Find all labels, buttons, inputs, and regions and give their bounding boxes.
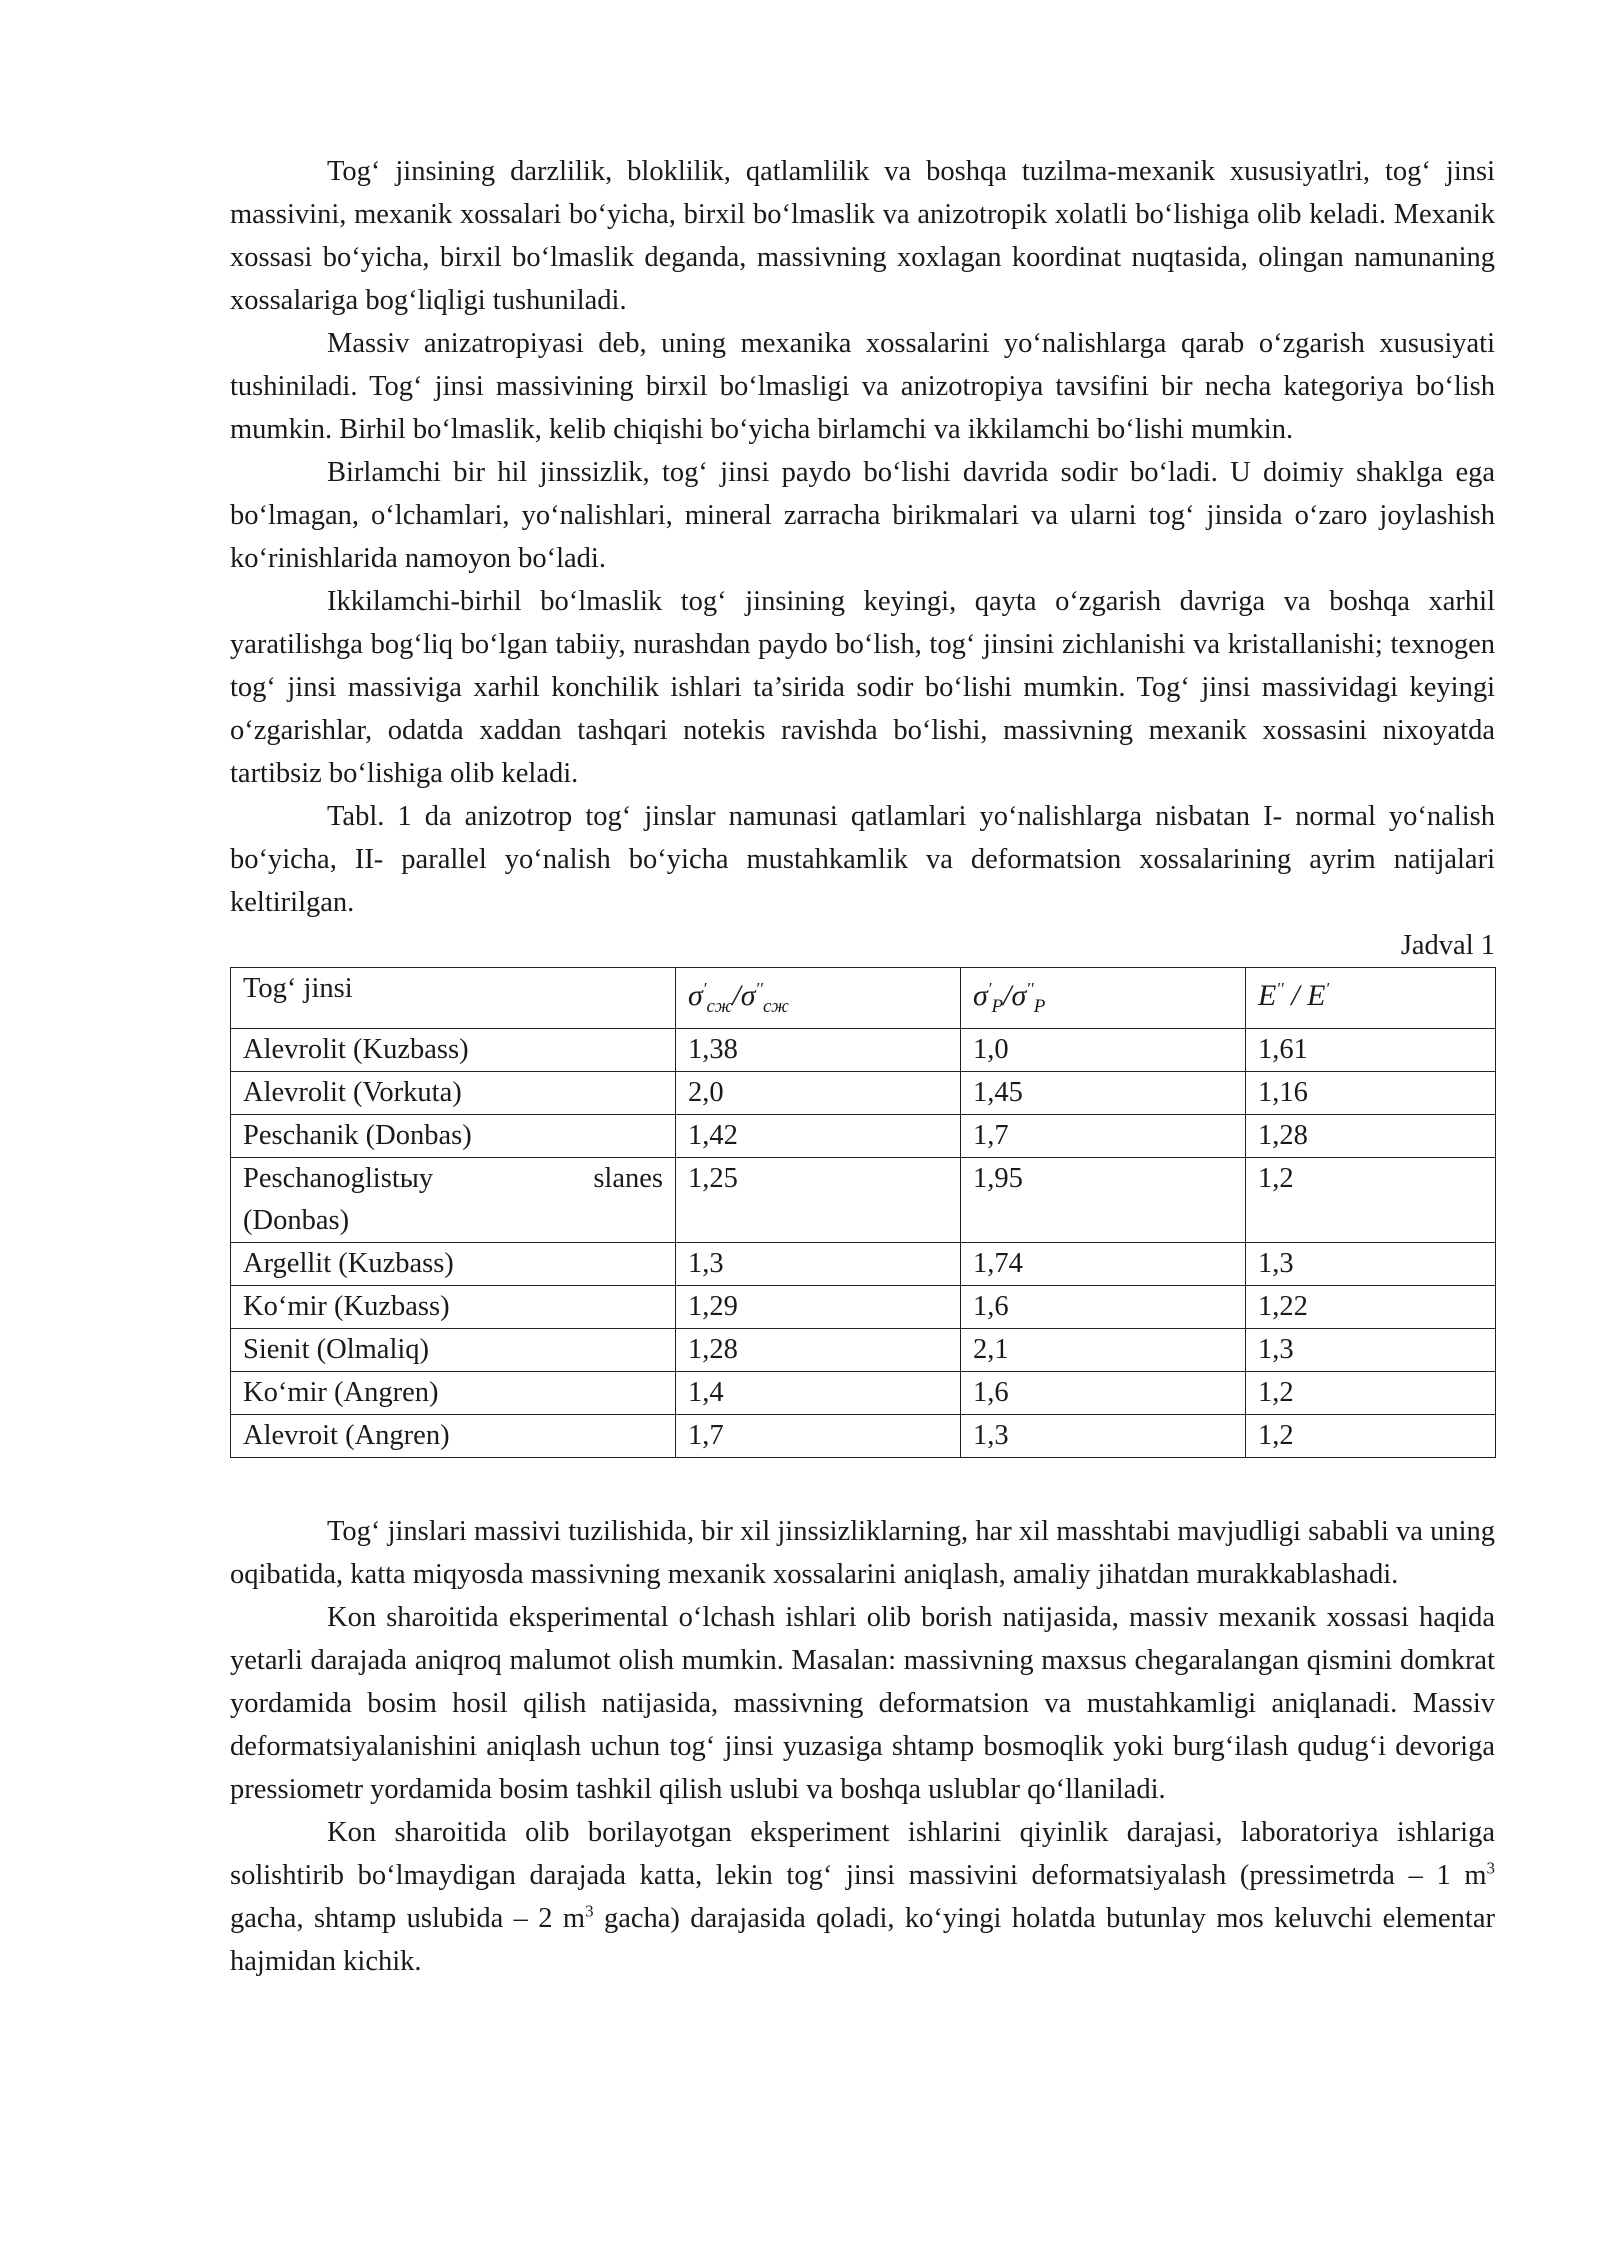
table-row bbox=[231, 1029, 1496, 1072]
table-cell: 1,2 bbox=[1246, 1158, 1496, 1243]
table-row bbox=[231, 1243, 1496, 1286]
table-cell: Ko‘mir (Angren) bbox=[231, 1372, 676, 1415]
table-cell: 1,3 bbox=[961, 1415, 1246, 1458]
table-caption: Jadval 1 bbox=[1400, 930, 1495, 961]
table-row bbox=[231, 1286, 1496, 1329]
table-cell: 1,42 bbox=[676, 1115, 961, 1158]
table-header-row bbox=[231, 968, 1496, 1029]
table-cell: 1,22 bbox=[1246, 1286, 1496, 1329]
table-cell: Alevroit (Angren) bbox=[231, 1415, 676, 1458]
paragraph-5: Tabl. 1 da anizotrop tog‘ jinslar namunasi qatlamlari yo‘nalishlarga nisbatan I- normal yo‘nalish bo‘yicha, II- parallel yo‘nalish bo‘yicha mustahkamlik va deformatsion xossalarining ayrim natijalari keltirilgan. bbox=[230, 801, 1495, 918]
header-modulus-ratio: E′′ / E′ bbox=[1246, 968, 1496, 1029]
header-compressive-ratio: $\sigma'_{сж}/\sigma''_{сж}$ bbox=[676, 968, 961, 1029]
table-row bbox=[231, 1158, 1496, 1243]
table-row bbox=[231, 1115, 1496, 1158]
table-cell: 2,1 bbox=[961, 1329, 1246, 1372]
table-cell: 1,2 bbox=[1246, 1415, 1496, 1458]
table-cell: 1,29 bbox=[676, 1286, 961, 1329]
table-cell: 1,38 bbox=[676, 1029, 961, 1072]
table-cell: 1,4 bbox=[676, 1372, 961, 1415]
table-cell: 1,74 bbox=[961, 1243, 1246, 1286]
table-cell: 1,28 bbox=[1246, 1115, 1496, 1158]
paragraph-6: Tog‘ jinslari massivi tuzilishida, bir xil jinssizliklarning, har xil masshtabi mavjudligi sababli va uning oqibatida, katta miqyosda massivning mexanik xossalarini aniqlash, amaliy jihatdan murakkablashadi. bbox=[230, 1516, 1495, 1590]
paragraph-1: Tog‘ jinsining darzlilik, bloklilik, qatlamlilik va boshqa tuzilma-mexanik xususiyatlri, tog‘ jinsi massivini, mexanik xossalari bo‘yicha, birxil bo‘lmaslik va anizotropik xolatli bo‘lishiga olib keladi. Mexanik xossasi bo‘yicha, birxil bo‘lmaslik deganda, massivning xoxlagan koordinat nuqtasida, olingan namunaning xossalariga bog‘liqligi tushuniladi. bbox=[230, 156, 1495, 316]
table-cell: 1,3 bbox=[1246, 1329, 1496, 1372]
table-cell: Sienit (Olmaliq) bbox=[231, 1329, 676, 1372]
table-cell: 1,45 bbox=[961, 1072, 1246, 1115]
table-cell: 1,3 bbox=[676, 1243, 961, 1286]
table-cell: Peschanoglistыy slanes (Donbas) bbox=[231, 1158, 676, 1243]
header-rock-type: Tog‘ jinsi bbox=[231, 968, 676, 1029]
table-cell: 1,6 bbox=[961, 1286, 1246, 1329]
table-row bbox=[231, 1072, 1496, 1115]
table-cell: 2,0 bbox=[676, 1072, 961, 1115]
table-cell: 1,95 bbox=[961, 1158, 1246, 1243]
paragraph-3: Birlamchi bir hil jinssizlik, tog‘ jinsi paydo bo‘lishi davrida sodir bo‘ladi. U doimiy shaklga ega bo‘lmagan, o‘lchamlari, yo‘nalishlari, mineral zarracha birikmalari va ularni tog‘ jinsida o‘zaro joylashish ko‘rinishlarida namoyon bo‘ladi. bbox=[230, 457, 1495, 574]
document-page bbox=[230, 150, 1495, 1983]
paragraph-4: Ikkilamchi-birhil bo‘lmaslik tog‘ jinsining keyingi, qayta o‘zgarish davriga va boshqa xarhil yaratilishga bog‘liq bo‘lgan tabiiy, nurashdan paydo bo‘lish, tog‘ jinsini zichlanishi va kristallanishi; texnogen tog‘ jinsi massiviga xarhil konchilik ishlari ta’sirida sodir bo‘lishi mumkin. Tog‘ jinsi massividagi keyingi o‘zgarishlar, odatda xaddan tashqari notekis ravishda bo‘lishi, massivning mexanik xossasini nixoyatda tartibsiz bo‘lishiga olib keladi. bbox=[230, 586, 1495, 789]
table-cell: Argellit (Kuzbass) bbox=[231, 1243, 676, 1286]
table-cell: 1,7 bbox=[961, 1115, 1246, 1158]
table-cell: 1,25 bbox=[676, 1158, 961, 1243]
table-cell: 1,16 bbox=[1246, 1072, 1496, 1115]
table-cell: Alevrolit (Kuzbass) bbox=[231, 1029, 676, 1072]
paragraph-8: Kon sharoitida olib borilayotgan eksperiment ishlarini qiyinlik darajasi, laboratoriya ishlariga solishtirib bo‘lmaydigan darajada katta, lekin tog‘ jinsi massivini deformatsiyalash (pressimetrda – 1 $m^3$ gacha, shtamp uslubida – 2 $m^3$ gacha) darajasida qoladi, ko‘yingi holatda butunlay mos keluvchi elementar hajmidan kichik. bbox=[230, 1817, 1495, 1977]
header-tensile-ratio: $\sigma'_P/\sigma''_P$ bbox=[961, 968, 1246, 1029]
table-cell: Ko‘mir (Kuzbass) bbox=[231, 1286, 676, 1329]
table-cell: 1,3 bbox=[1246, 1243, 1496, 1286]
table-cell: 1,0 bbox=[961, 1029, 1246, 1072]
table-cell: Peschanik (Donbas) bbox=[231, 1115, 676, 1158]
paragraph-2: Massiv anizatropiyasi deb, uning mexanika xossalarini yo‘nalishlarga qarab o‘zgarish xususiyati tushiniladi. Tog‘ jinsi massivining birxil bo‘lmasligi va anizotropiya tavsifini bir necha kategoriya bo‘lish mumkin. Birhil bo‘lmaslik, kelib chiqishi bo‘yicha birlamchi va ikkilamchi bo‘lishi mumkin. bbox=[230, 328, 1495, 445]
table-cell: 1,28 bbox=[676, 1329, 961, 1372]
table-cell: 1,2 bbox=[1246, 1372, 1496, 1415]
table-cell: 1,61 bbox=[1246, 1029, 1496, 1072]
table-row bbox=[231, 1372, 1496, 1415]
table-row bbox=[231, 1329, 1496, 1372]
table-row bbox=[231, 1415, 1496, 1458]
table-cell: 1,6 bbox=[961, 1372, 1246, 1415]
paragraph-7: Kon sharoitida eksperimental o‘lchash ishlari olib borish natijasida, massiv mexanik xossasi haqida yetarli darajada aniqroq malumot olish mumkin. Masalan: massivning maxsus chegaralangan qismini domkrat yordamida bosim hosil qilish natijasida, massivning deformatsion va mustahkamligi aniqlanadi. Massiv deformatsiyalanishini aniqlash uchun tog‘ jinsi yuzasiga shtamp bosmoqlik yoki burg‘ilash qudug‘i devoriga pressiometr yordamida bosim tashkil qilish uslubi va boshqa uslublar qo‘llaniladi. bbox=[230, 1602, 1495, 1805]
table-cell: Alevrolit (Vorkuta) bbox=[231, 1072, 676, 1115]
properties-table bbox=[230, 967, 1496, 1458]
table-cell: 1,7 bbox=[676, 1415, 961, 1458]
